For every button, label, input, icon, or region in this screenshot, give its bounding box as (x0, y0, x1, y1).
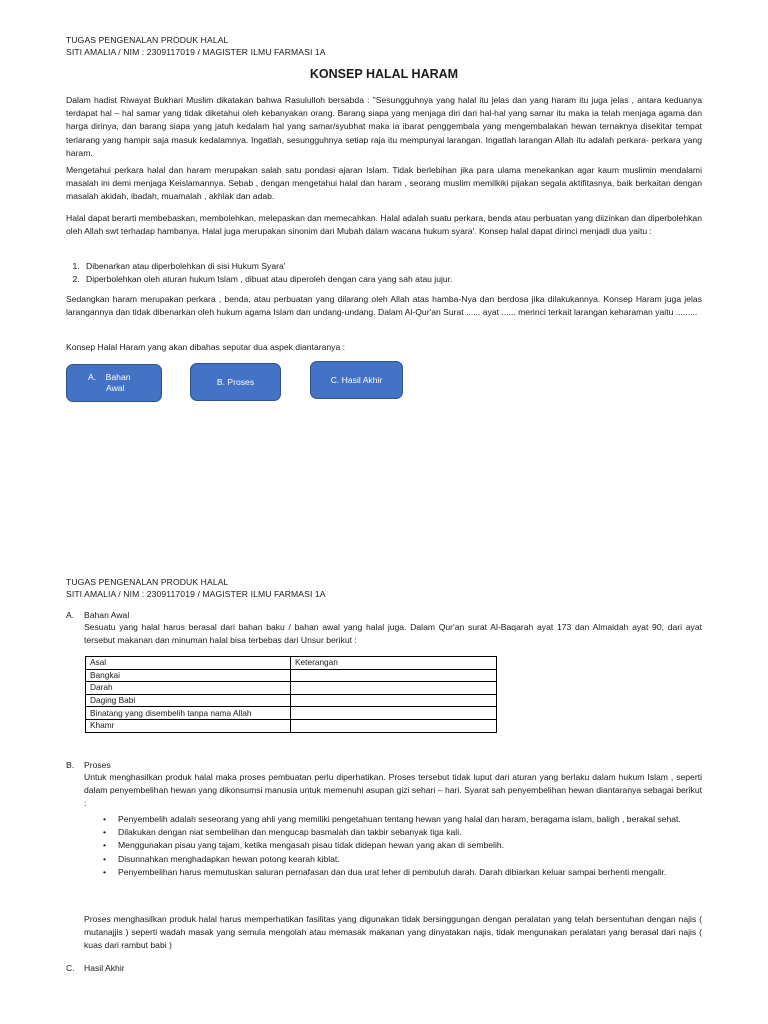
bullet-icon: • (103, 827, 107, 838)
aspect-hasil-akhir-button[interactable] (310, 361, 403, 399)
section-b-title: Proses (84, 760, 111, 770)
table-row (86, 719, 497, 732)
list-item: • Disunnahkan menghadapkan hewan potong kearah kiblat. (118, 853, 736, 866)
header-student-info: SITI AMALIA / NIM : 2309117019 / MAGISTER ILMU FARMASI 1A (66, 47, 326, 57)
header-assignment-title: TUGAS PENGENALAN PRODUK HALAL (66, 35, 229, 45)
section-b-heading (66, 759, 111, 771)
table-header-cell: Asal (86, 657, 291, 670)
paragraph-importance: Mengetahui perkara halal dan haram merupakan salah satu pondasi ajaran Islam. Tidak berlebihan jika para ulama menekankan agar kaum muslimin mendalami masalah ini demi menjaga Keislamannya. Sebab , dengan mengetahui halal dan haram , seorang muslim memilkiki pijakan segala aktifitasnya, baik berkaitan dengan masalah akidah, ibadah, muamalah , akhlak dan adab. (66, 165, 702, 202)
bullet-icon: • (103, 814, 107, 824)
bullet-icon: • (103, 866, 107, 877)
table-row (86, 694, 497, 707)
section-a-label: A. (66, 610, 75, 620)
bullet-icon: • (103, 853, 107, 864)
table-cell: Bangkai (86, 669, 291, 682)
table-row (86, 682, 497, 695)
table-header-row (86, 657, 497, 670)
section-a-heading (66, 609, 129, 621)
table-cell (291, 707, 497, 720)
page-title: KONSEP HALAL HARAM (309, 67, 459, 81)
table-cell (291, 694, 497, 707)
slaughter-requirements-list (84, 813, 736, 879)
aspect-proses-button[interactable] (190, 363, 281, 401)
table-cell (291, 669, 497, 682)
paragraph-halal-definition: Halal dapat berarti membebaskan, membolehkan, melepaskan dan memecahkan. Halal adalah suatu perkara, benda atau perbuatan yang diizinkan dan diperbolehkan oleh Allah swt terhadap hambanya. Halal juga merupakan sinonim dari Mubah dalam wacana hukum syara'. Konsep halal dapat dirinci menjadi dua yaitu : (66, 213, 702, 237)
list-item: 1. Dibenarkan atau diperbolehkan di sisi Hukum Syara' (82, 260, 702, 273)
section-b-closing: Proses menghasilkan produk halal harus memperhatikan fasilitas yang digunakan tidak bersinggungan dengan peralatan yang telah bersentuhan dengan najis ( mutanajjis ) seperti wadah masak yang semula mengolah atau memasak makanan yang dinyatakan najis, tidak mengunakan peralatan yang berasal dari najis ( kuas dari rambut babi ) (84, 914, 702, 951)
table-row (86, 707, 497, 720)
section-b-label: B. (66, 760, 75, 770)
aspect-b-label: B. Proses (216, 377, 255, 387)
section-a-title: Bahan Awal (84, 610, 130, 620)
list-item: • Menggunakan pisau yang tajam, ketika mengasah pisau tidak didepan hewan yang akan di sembelih. (118, 839, 736, 852)
section-b-body: Untuk menghasilkan produk halal maka proses pembuatan perlu diperhatikan. Proses tersebut tidak luput dari aturan yang berlaku dalam hukum Islam , seperti dalam penyembelihan hewan yang dikonsumsi manusia untuk memenuhi asupan gizi sehari – hari. Syarat sah penyembelihan hewan diantaranya sebagai berikut : (84, 772, 702, 809)
aspect-a-label-line2: Awal (106, 383, 125, 393)
aspect-c-label: C. Hasil Akhir (330, 375, 383, 385)
table-cell: Khamr (86, 719, 291, 732)
paragraph-hadith: Dalam hadist Riwayat Bukhari Muslim dikatakan bahwa Rasululloh bersabda : "Sesungguhnya yang halal itu jelas dan yang haram itu juga jelas , antara keduanya terdapat hal – hal samar yang tidak diketahui oleh kebanyakan orang. Barang siapa yang menjaga diri dari hal-hal yang samar itu maka ia telah menjaga agama dan harga dirinya, dan barang siapa yang jatuh kedalam hal yang samar/syubhat maka ia ibarat penggembala yang mengembalakan hewan ternaknya disekitar tempat terlarang yang hampir saja masuk kedalamnya. Ingatlah, sesungguhnya setiap raja itu mempunyai larangan. Ingatlah larangan Allah itu adalah perkara- perkara yang haram. (66, 95, 702, 158)
list-item: • Penyembelih adalah seseorang yang ahli yang memiliki pengetahuan tentang hewan yang halal dan haram, beragama islam, baligh , berakal sehat. (118, 813, 736, 826)
table-cell (291, 682, 497, 695)
section-c-title: Hasil Akhir (84, 963, 125, 973)
table-cell: Binatang yang disembelih tanpa nama Allah (86, 707, 291, 720)
header-student-info: SITI AMALIA / NIM : 2309117019 / MAGISTER ILMU FARMASI 1A (66, 589, 326, 599)
section-c-label: C. (66, 963, 75, 973)
document-page-2 (0, 570, 768, 1024)
header-assignment-title: TUGAS PENGENALAN PRODUK HALAL (66, 577, 229, 587)
table-cell: Darah (86, 682, 291, 695)
list-item: • Penyembelihan harus memutuskan saluran pernafasan dan dua urat leher di pembuluh darah. Darah dibiarkan keluar sampai berhenti mengalir. (118, 866, 736, 879)
table-cell (291, 719, 497, 732)
paragraph-haram-definition: Sedangkan haram merupakan perkara , benda, atau perbuatan yang dilarang oleh Allah atas hamba-Nya dan berdosa jika dilakukannya. Konsep Haram juga jelas larangannya dan tidak dibenarkan oleh hukum agama Islam dan undang-undang. Dalam Al-Qur'an Surat ...... ayat ...... merinci terkait larangan keharaman yaitu ......... (66, 294, 702, 318)
paragraph-aspects-intro: Konsep Halal Haram yang akan dibahas seputar dua aspek diantaranya : (66, 342, 345, 352)
halal-concept-list (66, 260, 702, 286)
table-header-cell: Keterangan (291, 657, 497, 670)
section-c-heading (66, 962, 125, 974)
list-item: 2. Diperbolehkan oleh aturan hukum Islam , dibuat atau diperoleh dengan cara yang sah atau jujur. (82, 273, 702, 286)
bullet-icon: • (103, 840, 107, 851)
table-cell: Daging Babi (86, 694, 291, 707)
section-a-body: Sesuatu yang halal harus berasal dari bahan baku / bahan awal yang halal juga. Dalam Qur'an surat Al-Baqarah ayat 173 dan Almaidah ayat 90, dari ayat tersebut makanan dan minuman halal bisa terbebas dari Unsur berikut : (84, 622, 702, 646)
list-item: • Dilakukan dengan niat sembelihan dan mengucap basmalah dan takbir sebanyak tiga kali. (118, 826, 736, 839)
table-row (86, 669, 497, 682)
forbidden-materials-table (85, 656, 497, 733)
aspect-bahan-awal-button[interactable] (66, 364, 162, 402)
aspect-a-label-line1: A. Bahan (88, 372, 131, 382)
